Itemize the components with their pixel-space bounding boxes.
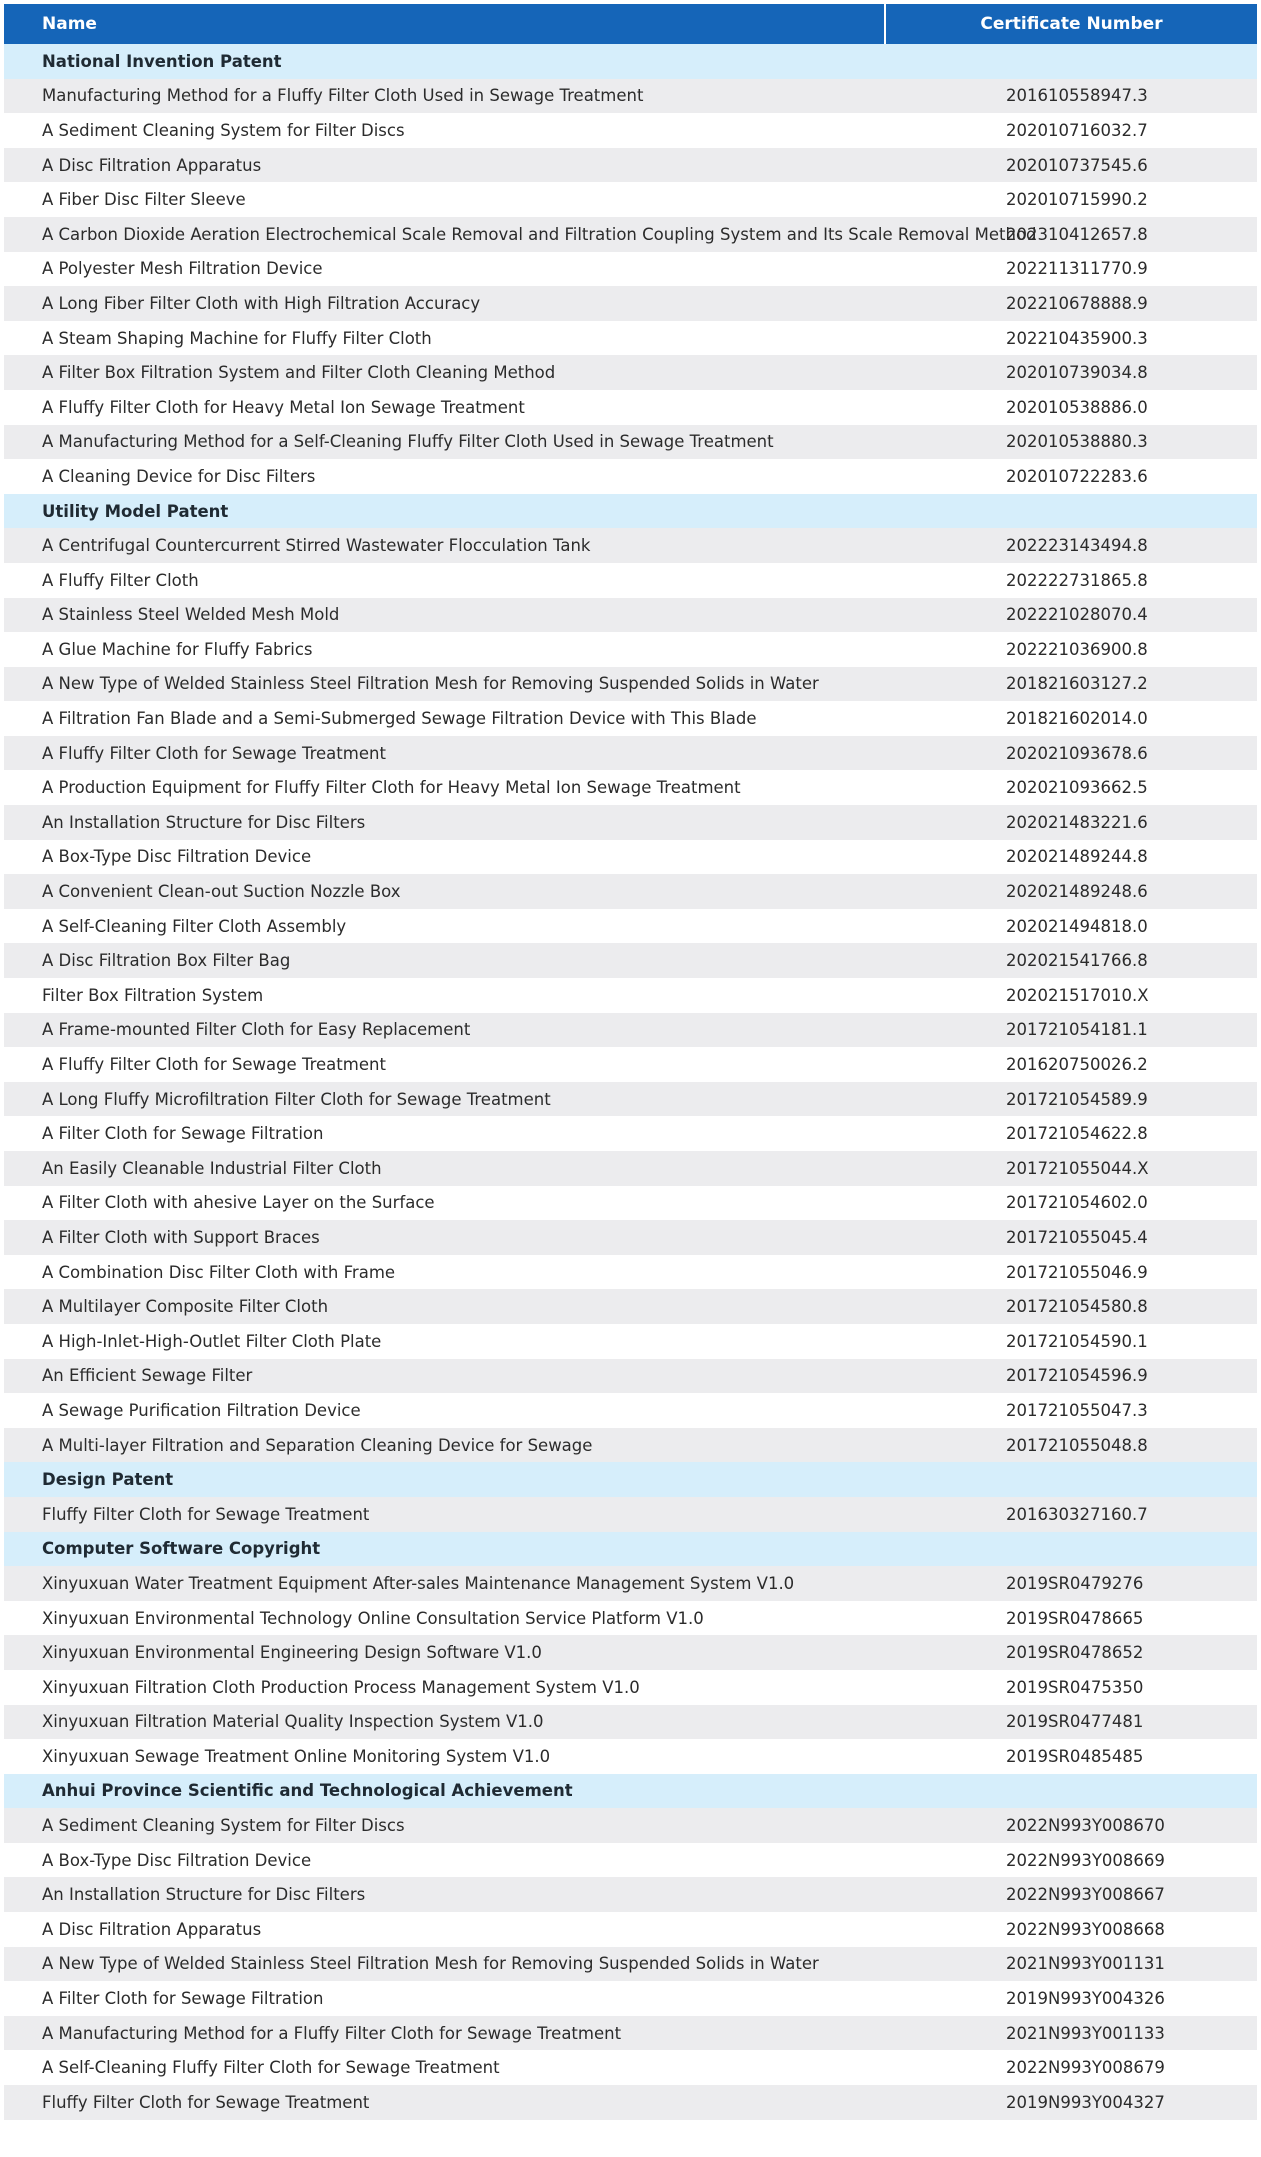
patent-name: A Self-Cleaning Filter Cloth Assembly [42,916,347,936]
patent-name: A Filter Cloth for Sewage Filtration [42,1124,324,1144]
patent-name: A Filtration Fan Blade and a Semi-Submerged Sewage Filtration Device with This Blade [42,709,757,729]
certificate-number: 2022N993Y008669 [1006,1850,1165,1870]
patent-name: Xinyuxuan Environmental Technology Online Consultation Service Platform V1.0 [42,1608,704,1628]
section-title: Anhui Province Scientific and Technological Achievement [42,1781,573,1801]
certificate-number: 201821602014.0 [1006,709,1148,729]
table-row [4,1635,1257,1670]
table-row [4,1739,1257,1774]
certificate-number: 201721055046.9 [1006,1262,1148,1282]
table-row [4,1289,1257,1324]
certificate-number: 201620750026.2 [1006,1055,1148,1075]
section-header [4,1532,1257,1567]
patent-table [4,4,1257,2120]
header-certificate-number: Certificate Number [980,14,1163,34]
certificate-number: 202210435900.3 [1006,328,1148,348]
table-row [4,528,1257,563]
certificate-number: 2019N993Y004326 [1006,1989,1165,2009]
certificate-number: 2019SR0479276 [1006,1573,1144,1593]
certificate-number: 202222731865.8 [1006,570,1148,590]
patent-name: A Manufacturing Method for a Self-Cleaning Fluffy Filter Cloth Used in Sewage Treatment [42,432,774,452]
patent-name: A Centrifugal Countercurrent Stirred Wastewater Flocculation Tank [42,536,591,556]
certificate-number: 201721055047.3 [1006,1400,1148,1420]
certificate-number: 201721054596.9 [1006,1366,1148,1386]
patent-name: A New Type of Welded Stainless Steel Filtration Mesh for Removing Suspended Solids in Water [42,1954,819,1974]
table-row [4,1843,1257,1878]
patent-name: A Long Fiber Filter Cloth with High Filtration Accuracy [42,293,481,313]
certificate-number: 201721054181.1 [1006,1020,1148,1040]
certificate-number: 201721054590.1 [1006,1331,1148,1351]
patent-name: A Disc Filtration Box Filter Bag [42,951,291,971]
table-row [4,1497,1257,1532]
table-row [4,1428,1257,1463]
table-header [4,4,1257,44]
patent-name: A Filter Cloth with Support Braces [42,1227,320,1247]
certificate-number: 2022N993Y008670 [1006,1816,1165,1836]
section-group [4,1774,1257,2120]
table-row [4,1670,1257,1705]
table-row [4,2050,1257,2085]
patent-name: Fluffy Filter Cloth for Sewage Treatment [42,2092,370,2112]
patent-name: A Box-Type Disc Filtration Device [42,1850,312,1870]
certificate-number: 202021517010.X [1006,985,1149,1005]
patent-name: An Easily Cleanable Industrial Filter Cloth [42,1158,382,1178]
header-name: Name [4,4,886,44]
table-row [4,355,1257,390]
table-row [4,459,1257,494]
patent-name: Fluffy Filter Cloth for Sewage Treatment [42,1504,370,1524]
patent-name: A Sediment Cleaning System for Filter Discs [42,1816,405,1836]
table-row [4,1393,1257,1428]
table-row [4,1255,1257,1290]
section-group [4,1462,1257,1531]
table-row [4,1808,1257,1843]
certificate-number: 2022N993Y008668 [1006,1919,1165,1939]
table-row [4,701,1257,736]
table-row [4,1705,1257,1740]
certificate-number: 2019SR0478665 [1006,1608,1144,1628]
patent-name: Xinyuxuan Environmental Engineering Design Software V1.0 [42,1643,542,1663]
certificate-number: 202010722283.6 [1006,466,1148,486]
patent-name: A Fluffy Filter Cloth for Heavy Metal Ion Sewage Treatment [42,397,525,417]
certificate-number: 201721054580.8 [1006,1297,1148,1317]
certificate-number: 202010737545.6 [1006,155,1148,175]
table-row [4,1877,1257,1912]
patent-name: A Multi-layer Filtration and Separation Cleaning Device for Sewage [42,1435,593,1455]
certificate-number: 2022N993Y008679 [1006,2058,1165,2078]
certificate-number: 202221036900.8 [1006,639,1148,659]
table-row [4,1151,1257,1186]
certificate-number: 202021483221.6 [1006,812,1148,832]
table-row [4,182,1257,217]
certificate-number: 202210678888.9 [1006,293,1148,313]
table-row [4,1566,1257,1601]
certificate-number: 202021489248.6 [1006,882,1148,902]
patent-name: Xinyuxuan Filtration Cloth Production Process Management System V1.0 [42,1677,640,1697]
patent-name: A Filter Box Filtration System and Filter Cloth Cleaning Method [42,363,556,383]
certificate-number: 201721055044.X [1006,1158,1149,1178]
table-row [4,563,1257,598]
patent-name: A Steam Shaping Machine for Fluffy Filter Cloth [42,328,432,348]
certificate-number: 2021N993Y001131 [1006,1954,1165,1974]
patent-name: A Sewage Purification Filtration Device [42,1400,361,1420]
certificate-number: 2019SR0475350 [1006,1677,1144,1697]
patent-name: A Sediment Cleaning System for Filter Discs [42,120,405,140]
certificate-number: 202211311770.9 [1006,259,1148,279]
patent-name: Xinyuxuan Filtration Material Quality Inspection System V1.0 [42,1712,544,1732]
patent-name: An Efficient Sewage Filter [42,1366,253,1386]
table-row [4,1947,1257,1982]
certificate-number: 2019SR0485485 [1006,1746,1144,1766]
table-row [4,1013,1257,1048]
patent-name: A Multilayer Composite Filter Cloth [42,1297,329,1317]
certificate-number: 201721055048.8 [1006,1435,1148,1455]
table-row [4,79,1257,114]
patent-name: A Polyester Mesh Filtration Device [42,259,323,279]
patent-name: A Fluffy Filter Cloth for Sewage Treatment [42,743,386,763]
patent-name: Xinyuxuan Sewage Treatment Online Monitoring System V1.0 [42,1746,551,1766]
patent-name: A Disc Filtration Apparatus [42,155,262,175]
table-row [4,1116,1257,1151]
table-row [4,252,1257,287]
table-row [4,1324,1257,1359]
certificate-number: 202010715990.2 [1006,190,1148,210]
table-row [4,148,1257,183]
table-row [4,978,1257,1013]
table-row [4,1912,1257,1947]
certificate-number: 202010538886.0 [1006,397,1148,417]
certificate-number: 202021093662.5 [1006,778,1148,798]
certificate-number: 2021N993Y001133 [1006,2023,1165,2043]
patent-name: A Filter Cloth for Sewage Filtration [42,1989,324,2009]
certificate-number: 2019N993Y004327 [1006,2092,1165,2112]
table-row [4,909,1257,944]
patent-name: An Installation Structure for Disc Filters [42,812,366,832]
certificate-number: 201721054622.8 [1006,1124,1148,1144]
certificate-number: 202010538880.3 [1006,432,1148,452]
certificate-number: 202010739034.8 [1006,363,1148,383]
table-row [4,805,1257,840]
certificate-number: 2019SR0477481 [1006,1712,1144,1732]
section-header [4,1774,1257,1809]
patent-name: A Manufacturing Method for a Fluffy Filter Cloth for Sewage Treatment [42,2023,622,2043]
certificate-number: 202021541766.8 [1006,951,1148,971]
table-row [4,598,1257,633]
patent-name: A Cleaning Device for Disc Filters [42,466,316,486]
section-title: Computer Software Copyright [42,1539,321,1559]
table-row [4,2085,1257,2120]
certificate-number: 201610558947.3 [1006,86,1148,106]
certificate-number: 2022N993Y008667 [1006,1885,1165,1905]
table-row [4,1220,1257,1255]
table-row [4,1981,1257,2016]
patent-name: A Disc Filtration Apparatus [42,1919,262,1939]
section-title: National Invention Patent [42,51,282,71]
section-header [4,494,1257,529]
certificate-number: 202021489244.8 [1006,847,1148,867]
table-row [4,425,1257,460]
certificate-number: 202223143494.8 [1006,536,1148,556]
patent-name: A Long Fluffy Microfiltration Filter Cloth for Sewage Treatment [42,1089,551,1109]
table-row [4,1601,1257,1636]
section-group [4,494,1257,1463]
certificate-number: 2019SR0478652 [1006,1643,1144,1663]
table-row [4,840,1257,875]
certificate-number: 201721054602.0 [1006,1193,1148,1213]
certificate-number: 201721055045.4 [1006,1227,1148,1247]
patent-name: A High-Inlet-High-Outlet Filter Cloth Plate [42,1331,382,1351]
patent-name: A Carbon Dioxide Aeration Electrochemical Scale Removal and Filtration Coupling System and Its Scale Removal Method [42,224,1037,244]
section-header [4,1462,1257,1497]
table-row [4,1047,1257,1082]
table-row [4,1359,1257,1394]
section-group [4,1532,1257,1774]
section-header [4,44,1257,79]
table-row [4,667,1257,702]
table-row [4,286,1257,321]
table-body [4,44,1257,2120]
patent-name: A Convenient Clean-out Suction Nozzle Box [42,882,401,902]
patent-name: An Installation Structure for Disc Filters [42,1885,366,1905]
patent-name: A Self-Cleaning Fluffy Filter Cloth for Sewage Treatment [42,2058,500,2078]
section-title: Design Patent [42,1470,174,1490]
certificate-number: 202021093678.6 [1006,743,1148,763]
table-row [4,321,1257,356]
patent-name: A Glue Machine for Fluffy Fabrics [42,639,313,659]
certificate-number: 201630327160.7 [1006,1504,1148,1524]
patent-name: A New Type of Welded Stainless Steel Filtration Mesh for Removing Suspended Solids in Water [42,674,819,694]
patent-name: A Fiber Disc Filter Sleeve [42,190,246,210]
patent-name: A Production Equipment for Fluffy Filter Cloth for Heavy Metal Ion Sewage Treatment [42,778,741,798]
table-row [4,736,1257,771]
section-group [4,44,1257,494]
table-row [4,943,1257,978]
certificate-number: 202310412657.8 [1006,224,1148,244]
patent-name: A Filter Cloth with ahesive Layer on the Surface [42,1193,435,1213]
patent-name: Manufacturing Method for a Fluffy Filter Cloth Used in Sewage Treatment [42,86,644,106]
patent-name: A Stainless Steel Welded Mesh Mold [42,605,340,625]
patent-name: A Box-Type Disc Filtration Device [42,847,312,867]
certificate-number: 201821603127.2 [1006,674,1148,694]
table-row [4,632,1257,667]
certificate-number: 202221028070.4 [1006,605,1148,625]
section-title: Utility Model Patent [42,501,229,521]
patent-name: A Fluffy Filter Cloth [42,570,199,590]
certificate-number: 201721054589.9 [1006,1089,1148,1109]
table-row [4,2016,1257,2051]
patent-name: A Fluffy Filter Cloth for Sewage Treatment [42,1055,386,1075]
table-row [4,390,1257,425]
patent-name: A Frame-mounted Filter Cloth for Easy Replacement [42,1020,471,1040]
table-row [4,113,1257,148]
table-row [4,1186,1257,1221]
patent-name: A Combination Disc Filter Cloth with Frame [42,1262,396,1282]
patent-name: Filter Box Filtration System [42,985,264,1005]
table-row [4,874,1257,909]
certificate-number: 202010716032.7 [1006,120,1148,140]
patent-name: Xinyuxuan Water Treatment Equipment After-sales Maintenance Management System V1.0 [42,1573,795,1593]
table-row [4,770,1257,805]
table-row [4,1082,1257,1117]
table-row [4,217,1257,252]
certificate-number: 202021494818.0 [1006,916,1148,936]
